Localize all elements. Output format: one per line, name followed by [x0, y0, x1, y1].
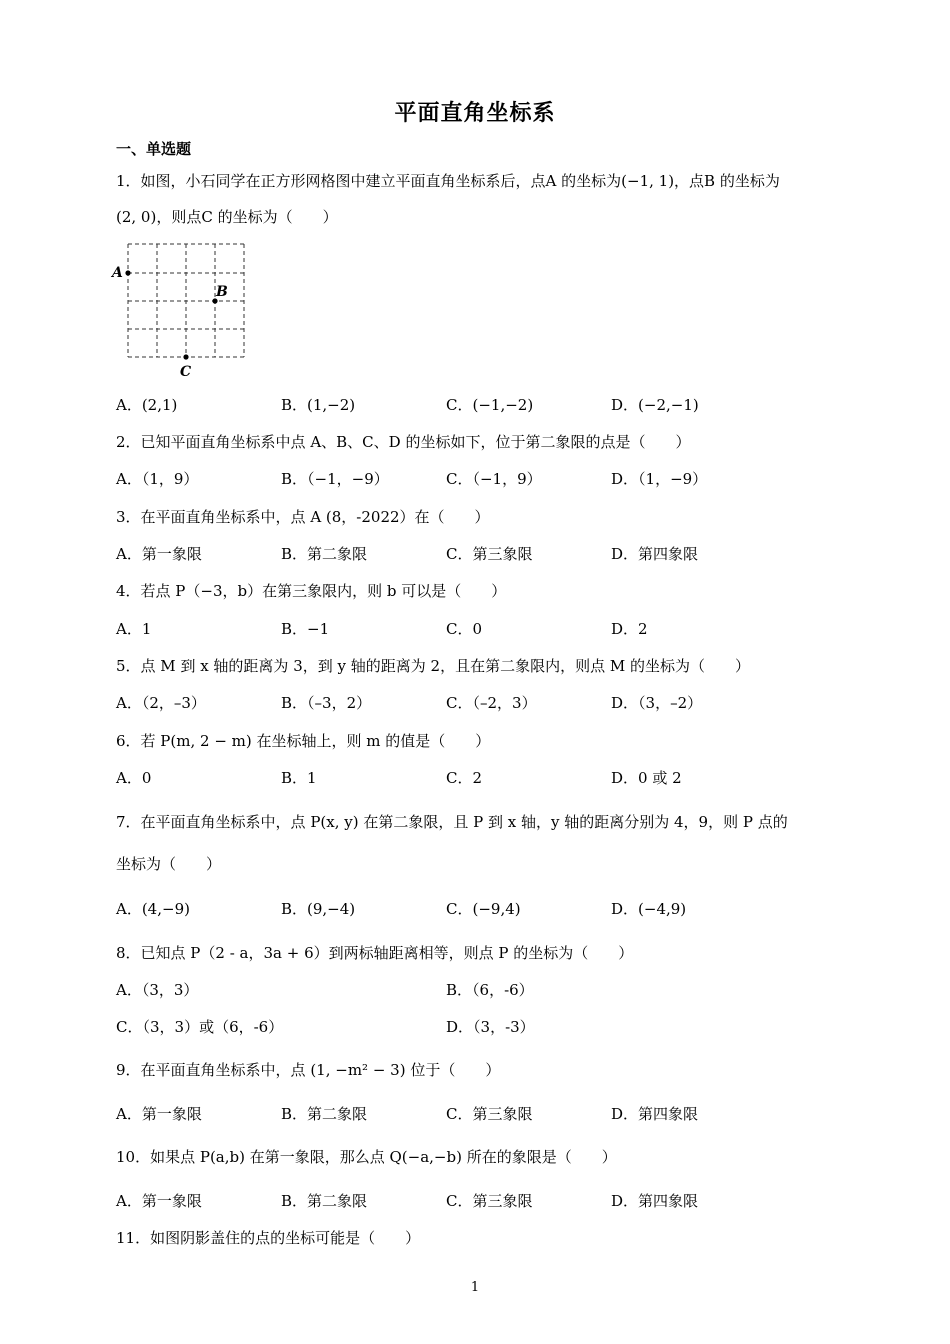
section-heading: 一、单选题: [116, 140, 192, 158]
q7-option-d: D．(−4,9): [611, 900, 687, 918]
q6-option-c: C．2: [446, 769, 483, 787]
q6-option-a: A．0: [116, 769, 152, 787]
q1-stem-line-1: 1．如图，小石同学在正方形网格图中建立平面直角坐标系后，点A 的坐标为(−1, 1)，点B 的坐标为: [116, 172, 780, 190]
q2-option-d: D．（1，−9）: [611, 470, 708, 488]
q10-option-d: D．第四象限: [611, 1192, 699, 1210]
q6-stem: 6．若 P(m, 2 − m) 在坐标轴上，则 m 的值是（ ）: [116, 732, 491, 750]
q1-option-d: D．(−2,−1): [611, 396, 699, 414]
q10-option-c: C．第三象限: [446, 1192, 533, 1210]
q4-option-a: A．1: [116, 620, 152, 638]
q3-option-d: D．第四象限: [611, 545, 699, 563]
label-c: C: [180, 364, 192, 380]
q8-option-b: B．（6，-6）: [446, 981, 534, 999]
q3-option-a: A．第一象限: [116, 545, 202, 563]
q4-option-d: D．2: [611, 620, 648, 638]
label-b: B: [216, 284, 228, 300]
q7-option-c: C．(−9,4): [446, 900, 521, 918]
q1-stem-line-2: (2, 0)，则点C 的坐标为（ ）: [116, 208, 338, 226]
q8-option-c: C．（3，3）或（6，-6）: [116, 1018, 284, 1036]
q2-option-c: C．（−1，9）: [446, 470, 542, 488]
q10-option-a: A．第一象限: [116, 1192, 202, 1210]
q3-option-c: C．第三象限: [446, 545, 533, 563]
q4-option-c: C．0: [446, 620, 483, 638]
label-a: A: [112, 265, 123, 281]
q1-option-c: C．(−1,−2): [446, 396, 534, 414]
q10-option-b: B．第二象限: [281, 1192, 368, 1210]
q7-option-b: B．(9,−4): [281, 900, 356, 918]
q8-stem: 8．已知点 P（2 - a，3a + 6）到两标轴距离相等，则点 P 的坐标为（ ）: [116, 944, 634, 962]
q2-stem: 2．已知平面直角坐标系中点 A、B、C、D 的坐标如下，位于第二象限的点是（ ）: [116, 433, 691, 451]
q2-option-b: B．（−1，−9）: [281, 470, 389, 488]
q4-option-b: B．−1: [281, 620, 330, 638]
q6-option-d: D．0 或 2: [611, 769, 682, 787]
page-title: 平面直角坐标系: [394, 101, 556, 126]
page-number: 1: [470, 1280, 480, 1295]
q9-option-d: D．第四象限: [611, 1105, 699, 1123]
q7-option-a: A．(4,−9): [116, 900, 190, 918]
q1-option-b: B．(1,−2): [281, 396, 356, 414]
q6-option-b: B．1: [281, 769, 317, 787]
q1-option-a: A．(2,1): [116, 396, 178, 414]
q10-stem: 10．如果点 P(a,b) 在第一象限，那么点 Q(−a,−b) 所在的象限是（ ）: [116, 1148, 617, 1166]
q9-stem: 9．在平面直角坐标系中，点 (1, −m² − 3) 位于（ ）: [116, 1061, 501, 1079]
q9-option-a: A．第一象限: [116, 1105, 202, 1123]
q5-option-c: C．（–2，3）: [446, 694, 537, 712]
q11-stem: 11．如图阴影盖住的点的坐标可能是（ ）: [116, 1229, 421, 1247]
point-a: [125, 270, 130, 275]
q9-option-c: C．第三象限: [446, 1105, 533, 1123]
q2-option-a: A．（1，9）: [116, 470, 199, 488]
point-c: [183, 354, 188, 359]
q9-option-b: B．第二象限: [281, 1105, 368, 1123]
q8-option-d: D．（3，-3）: [446, 1018, 535, 1036]
q3-stem: 3．在平面直角坐标系中，点 A (8，-2022）在（ ）: [116, 508, 490, 526]
q5-stem: 5．点 M 到 x 轴的距离为 3，到 y 轴的距离为 2，且在第二象限内，则点 M 的坐标为（ ）: [116, 657, 750, 675]
q4-stem: 4．若点 P（−3，b）在第三象限内，则 b 可以是（ ）: [116, 582, 507, 600]
q5-option-d: D．（3，–2）: [611, 694, 703, 712]
q3-option-b: B．第二象限: [281, 545, 368, 563]
q8-option-a: A．（3，3）: [116, 981, 199, 999]
q5-option-a: A．（2，–3）: [116, 694, 206, 712]
q7-stem-line-2: 坐标为（ ）: [116, 855, 222, 873]
q7-stem-line-1: 7．在平面直角坐标系中，点 P(x, y) 在第二象限，且 P 到 x 轴，y 轴的距离分别为 4，9，则 P 点的: [116, 813, 788, 831]
q5-option-b: B．（–3，2）: [281, 694, 372, 712]
q1-grid-figure: [110, 236, 260, 381]
